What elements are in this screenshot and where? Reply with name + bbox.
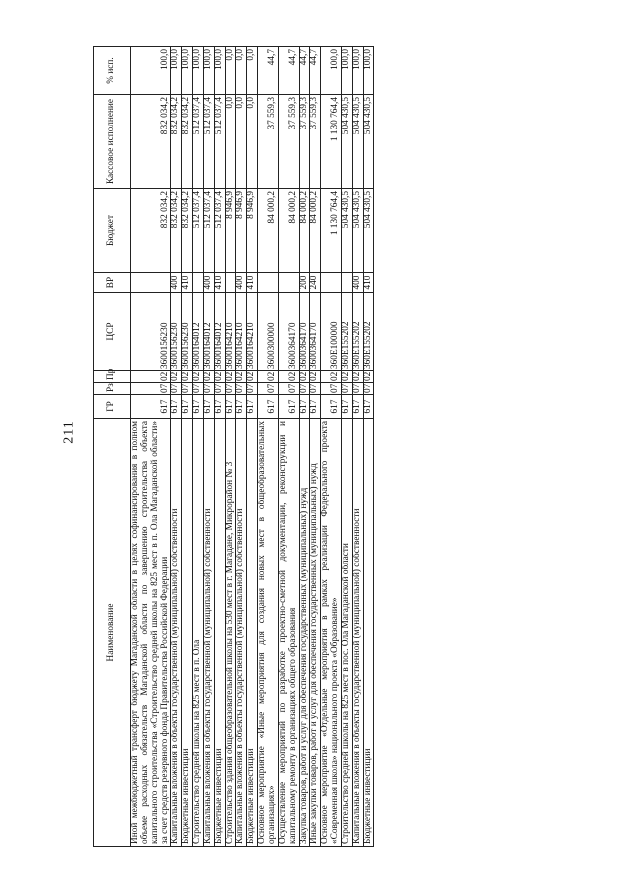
cell-budget: 8 946,9 xyxy=(247,189,258,273)
cell-pct: 100,0 xyxy=(182,47,193,95)
cell-cash: 37 559,3 xyxy=(310,95,321,189)
header-name: Наименование xyxy=(94,419,131,847)
cell-gr: 617 xyxy=(321,395,342,419)
table-row xyxy=(278,47,299,847)
cell-pct: 100,0 xyxy=(352,47,363,95)
cell-pr: 02 xyxy=(278,371,299,383)
cell-budget: 832 034,2 xyxy=(131,189,171,273)
cell-gr: 617 xyxy=(247,395,258,419)
cell-pr: 02 xyxy=(340,371,351,381)
cell-name: Закупка товаров, работ и услуг для обеспечения государственных (муниципальных) нужд xyxy=(299,419,310,847)
cell-csr: 3600156230 xyxy=(131,293,171,371)
cell-gr: 617 xyxy=(258,395,279,419)
cell-pct: 100,0 xyxy=(193,47,204,95)
cell-vr: 240 xyxy=(310,273,321,293)
cell-budget: 832 034,2 xyxy=(171,189,182,273)
cell-pct: 44,7 xyxy=(258,47,279,95)
cell-rz: 07 xyxy=(246,383,257,393)
cell-rz: 07 xyxy=(192,383,203,393)
table-row xyxy=(363,47,374,847)
cell-budget: 512 037,4 xyxy=(193,189,204,273)
cell-cash: 512 037,4 xyxy=(193,95,204,189)
cell-cash: 512 037,4 xyxy=(203,95,214,189)
cell-name: Бюджетные инвестиции xyxy=(214,419,225,847)
cell-csr: 3600364170 xyxy=(310,293,321,371)
cell-cash: 504 430,5 xyxy=(352,95,363,189)
cell-budget: 504 430,5 xyxy=(363,189,374,273)
cell-gr: 617 xyxy=(352,395,363,419)
cell-pr: 02 xyxy=(181,371,192,381)
table-row xyxy=(247,47,258,847)
header-gr: ГР xyxy=(94,395,131,419)
cell-vr: 200 xyxy=(299,273,310,293)
cell-csr: 3600164012 xyxy=(214,293,225,371)
cell-cash: 0,0 xyxy=(247,95,258,189)
cell-vr xyxy=(258,273,279,293)
cell-name: Капитальные вложения в объекты государственной (муниципальной) собственности xyxy=(171,419,182,847)
cell-budget: 8 946,9 xyxy=(236,189,247,273)
cell-pr: 02 xyxy=(170,371,181,381)
cell-name: Строительство средней школы на 825 мест в пос. Ола Магаданской области xyxy=(341,419,352,847)
header-budget: Бюджет xyxy=(94,189,131,273)
cell-vr xyxy=(321,273,342,293)
cell-pct: 0,0 xyxy=(236,47,247,95)
cell-cash: 504 430,5 xyxy=(341,95,352,189)
cell-vr xyxy=(341,273,352,293)
table-row xyxy=(214,47,225,847)
cell-name: Капитальные вложения в объекты государственной (муниципальной) собственности xyxy=(236,419,247,847)
cell-pr: 02 xyxy=(321,371,342,383)
cell-name: Бюджетные инвестиции xyxy=(247,419,258,847)
cell-pct: 100,0 xyxy=(131,47,171,95)
cell-vr xyxy=(131,273,171,293)
cell-pr: 02 xyxy=(224,371,235,381)
cell-vr xyxy=(278,273,299,293)
cell-rz: 07 xyxy=(202,383,213,393)
rotated-table-container xyxy=(93,47,598,847)
cell-gr: 617 xyxy=(363,395,374,419)
cell-gr: 617 xyxy=(214,395,225,419)
table-row xyxy=(193,47,204,847)
cell-gr: 617 xyxy=(182,395,193,419)
cell-pct: 100,0 xyxy=(341,47,352,95)
cell-cash: 37 559,3 xyxy=(258,95,279,189)
cell-pct: 100,0 xyxy=(171,47,182,95)
cell-vr: 410 xyxy=(182,273,193,293)
cell-rz: 07 xyxy=(181,383,192,393)
cell-name: Осуществление мероприятий по разработке проектно-сметной документации, реконструкции и капитальному ремонту в организациях общего образования xyxy=(278,419,299,847)
table-row xyxy=(310,47,321,847)
cell-name: Капитальные вложения в объекты государственной (муниципальной) собственности xyxy=(352,419,363,847)
cell-name: Основное мероприятие «Отдельные мероприятия в рамках реализации Федерального проекта «Современная школа» национального проекта «Образование» xyxy=(321,419,342,847)
cell-pr: 02 xyxy=(298,371,309,381)
cell-budget: 504 430,5 xyxy=(352,189,363,273)
cell-gr: 617 xyxy=(131,395,171,419)
cell-gr: 617 xyxy=(310,395,321,419)
cell-csr: 3600156230 xyxy=(182,293,193,371)
cell-budget: 512 037,4 xyxy=(203,189,214,273)
cell-cash: 832 034,2 xyxy=(182,95,193,189)
cell-pr: 02 xyxy=(202,371,213,381)
cell-cash: 37 559,3 xyxy=(299,95,310,189)
header-vr: ВР xyxy=(94,273,131,293)
cell-rz: 07 xyxy=(298,383,309,393)
cell-budget: 84 000,2 xyxy=(278,189,299,273)
cell-pr: 02 xyxy=(246,371,257,381)
header-csr: ЦСР xyxy=(94,293,131,371)
cell-gr: 617 xyxy=(171,395,182,419)
cell-vr: 400 xyxy=(203,273,214,293)
cell-pr: 02 xyxy=(309,371,320,381)
cell-csr: 3600156230 xyxy=(171,293,182,371)
header-rz: Рз xyxy=(94,383,131,395)
cell-csr: 360E155202 xyxy=(352,293,363,371)
cell-csr: 360E100000 xyxy=(321,293,342,371)
cell-gr: 617 xyxy=(236,395,247,419)
cell-gr: 617 xyxy=(193,395,204,419)
cell-vr xyxy=(193,273,204,293)
cell-budget: 84 000,2 xyxy=(299,189,310,273)
cell-name: Бюджетные инвестиции xyxy=(363,419,374,847)
cell-budget: 1 130 764,4 xyxy=(321,189,342,273)
cell-vr: 410 xyxy=(214,273,225,293)
cell-gr: 617 xyxy=(341,395,352,419)
cell-rz: 07 xyxy=(351,383,362,393)
cell-csr: 3600164210 xyxy=(236,293,247,371)
cell-csr: 360E155202 xyxy=(363,293,374,371)
cell-name: Иные закупки товаров, работ и услуг для обеспечения государственных (муниципальных) нужд xyxy=(310,419,321,847)
cell-pr: 02 xyxy=(192,371,203,381)
cell-rz: 07 xyxy=(309,383,320,393)
cell-vr xyxy=(225,273,236,293)
cell-rz: 07 xyxy=(235,383,246,393)
table-row xyxy=(341,47,352,847)
table-row xyxy=(171,47,182,847)
cell-csr: 3600364170 xyxy=(278,293,299,371)
cell-name: Бюджетные инвестиции xyxy=(182,419,193,847)
budget-table xyxy=(93,46,374,847)
cell-pr: 02 xyxy=(213,371,224,381)
cell-pr: 02 xyxy=(362,371,373,381)
cell-pr: 02 xyxy=(131,371,171,383)
cell-cash: 0,0 xyxy=(236,95,247,189)
cell-rz: 07 xyxy=(213,383,224,393)
cell-pr: 02 xyxy=(351,371,362,381)
cell-rz: 07 xyxy=(321,383,342,395)
cell-pct: 100,0 xyxy=(321,47,342,95)
cell-budget: 504 430,5 xyxy=(341,189,352,273)
cell-pct: 44,7 xyxy=(299,47,310,95)
cell-cash: 1 130 764,4 xyxy=(321,95,342,189)
cell-vr: 400 xyxy=(236,273,247,293)
cell-rz: 07 xyxy=(258,383,279,395)
table-row xyxy=(352,47,363,847)
cell-budget: 832 034,2 xyxy=(182,189,193,273)
cell-vr: 400 xyxy=(352,273,363,293)
cell-cash: 512 037,4 xyxy=(214,95,225,189)
cell-gr: 617 xyxy=(299,395,310,419)
page-number: 211 xyxy=(61,420,77,444)
cell-csr: 3600364170 xyxy=(299,293,310,371)
cell-csr: 360E155202 xyxy=(341,293,352,371)
cell-rz: 07 xyxy=(224,383,235,393)
header-pr: Пр xyxy=(94,371,131,383)
header-cash: Кассовое исполнение xyxy=(94,95,131,189)
cell-pct: 0,0 xyxy=(247,47,258,95)
cell-rz: 07 xyxy=(340,383,351,393)
cell-csr: 3600164210 xyxy=(225,293,236,371)
cell-csr: 3600164012 xyxy=(203,293,214,371)
cell-rz: 07 xyxy=(278,383,299,395)
cell-pct: 0,0 xyxy=(225,47,236,95)
table-row xyxy=(321,47,342,847)
cell-pct: 100,0 xyxy=(363,47,374,95)
cell-pct: 100,0 xyxy=(203,47,214,95)
cell-pct: 44,7 xyxy=(278,47,299,95)
cell-name: Капитальные вложения в объекты государственной (муниципальной) собственности xyxy=(203,419,214,847)
cell-cash: 832 034,2 xyxy=(131,95,171,189)
table-header-row xyxy=(94,47,131,847)
cell-pr: 02 xyxy=(235,371,246,381)
table-row xyxy=(131,47,171,847)
table-row xyxy=(203,47,214,847)
cell-budget: 8 946,9 xyxy=(225,189,236,273)
cell-name: Основное мероприятие «Иные мероприятия для создания новых мест в общеобразовательных организациях» xyxy=(258,419,279,847)
cell-budget: 84 000,2 xyxy=(258,189,279,273)
cell-budget: 84 000,2 xyxy=(310,189,321,273)
cell-rz: 07 xyxy=(362,383,373,393)
table-body xyxy=(131,47,374,847)
cell-gr: 617 xyxy=(278,395,299,419)
cell-gr: 617 xyxy=(203,395,214,419)
cell-gr: 617 xyxy=(225,395,236,419)
cell-pct: 44,7 xyxy=(310,47,321,95)
cell-name: Строительство средней школы на 825 мест в п. Ола xyxy=(193,419,204,847)
cell-csr: 3600164012 xyxy=(193,293,204,371)
cell-cash: 832 034,2 xyxy=(171,95,182,189)
table-row xyxy=(236,47,247,847)
cell-budget: 512 037,4 xyxy=(214,189,225,273)
cell-pr: 02 xyxy=(258,371,279,383)
cell-rz: 07 xyxy=(131,383,171,395)
cell-cash: 504 430,5 xyxy=(363,95,374,189)
table-row xyxy=(182,47,193,847)
cell-cash: 0,0 xyxy=(225,95,236,189)
header-pct: % исп. xyxy=(94,47,131,95)
cell-vr: 410 xyxy=(363,273,374,293)
cell-rz: 07 xyxy=(170,383,181,393)
cell-pct: 100,0 xyxy=(214,47,225,95)
cell-cash: 37 559,3 xyxy=(278,95,299,189)
cell-csr: 3600300000 xyxy=(258,293,279,371)
cell-vr: 400 xyxy=(171,273,182,293)
cell-csr: 3600164210 xyxy=(247,293,258,371)
cell-name: Иной межбюджетный трансферт бюджету Магаданской области в целях софинансирования в полном объеме расходных обязательств Магаданской области по завершению строительства объекта капитального строительства «Строительство средней школы на 825 мест в п. Ола Магаданской области» за счет средств резервного фонда Правительства Российской Федерации xyxy=(131,419,171,847)
cell-vr: 410 xyxy=(247,273,258,293)
cell-name: Строительство здания общеобразовательной школы на 530 мест в г. Магадане, Микрорайон № 3 xyxy=(225,419,236,847)
table-row xyxy=(258,47,279,847)
